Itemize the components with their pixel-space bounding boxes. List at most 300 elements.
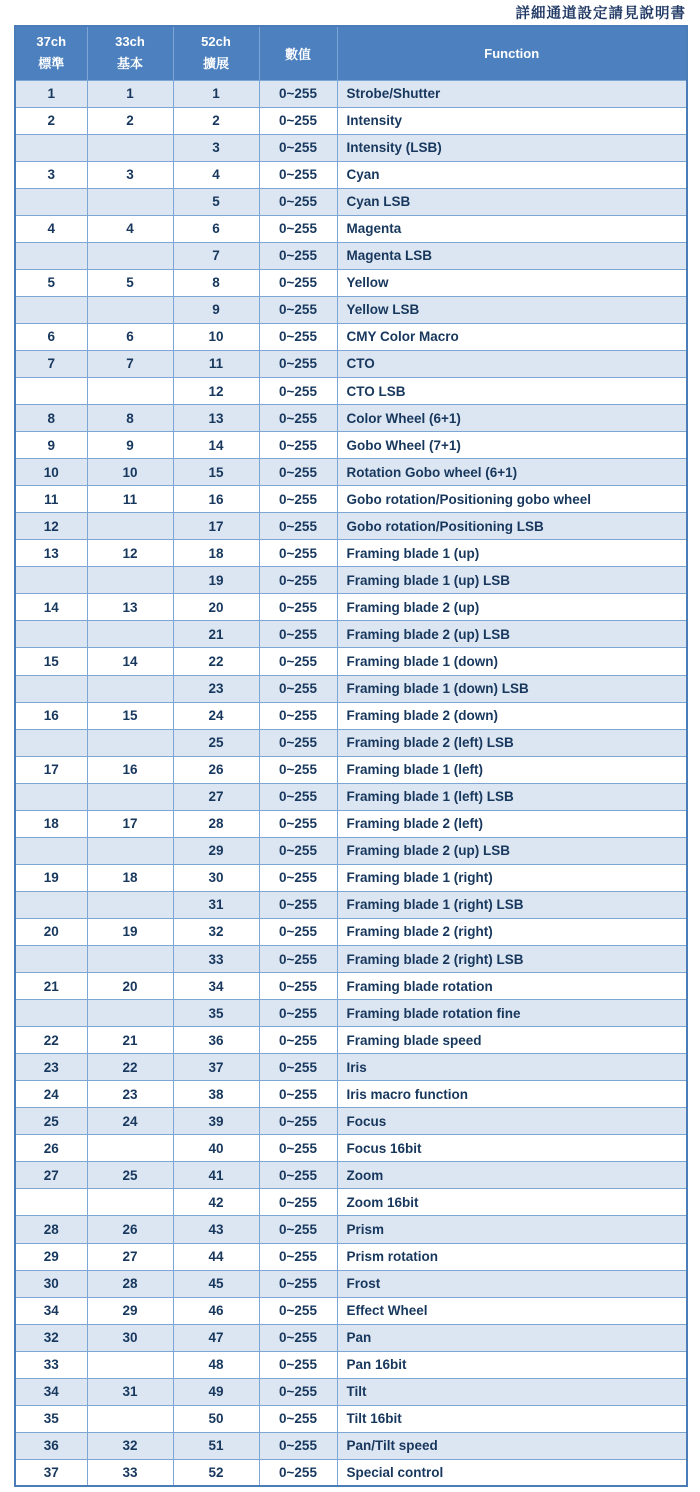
cell-function: Zoom 16bit bbox=[337, 1189, 687, 1216]
cell-function: Magenta LSB bbox=[337, 242, 687, 269]
cell-ch37: 10 bbox=[15, 459, 87, 486]
cell-ch37 bbox=[15, 946, 87, 973]
cell-function: Iris macro function bbox=[337, 1081, 687, 1108]
cell-ch52: 25 bbox=[173, 729, 259, 756]
cell-value: 0~255 bbox=[259, 1189, 337, 1216]
cell-ch52: 23 bbox=[173, 675, 259, 702]
table-row bbox=[15, 594, 687, 621]
cell-ch52: 30 bbox=[173, 864, 259, 891]
cell-function: Special control bbox=[337, 1459, 687, 1486]
cell-value: 0~255 bbox=[259, 1432, 337, 1459]
channel-table-body bbox=[15, 80, 687, 1486]
cell-ch37 bbox=[15, 242, 87, 269]
table-row bbox=[15, 756, 687, 783]
cell-ch33 bbox=[87, 242, 173, 269]
cell-value: 0~255 bbox=[259, 567, 337, 594]
cell-function: Framing blade 1 (right) bbox=[337, 864, 687, 891]
cell-ch37 bbox=[15, 296, 87, 323]
cell-ch33: 5 bbox=[87, 269, 173, 296]
cell-function: Framing blade 1 (left) bbox=[337, 756, 687, 783]
cell-value: 0~255 bbox=[259, 837, 337, 864]
cell-ch37: 13 bbox=[15, 540, 87, 567]
cell-ch37: 18 bbox=[15, 810, 87, 837]
cell-function: Framing blade 2 (left) LSB bbox=[337, 729, 687, 756]
cell-value: 0~255 bbox=[259, 242, 337, 269]
cell-ch52: 45 bbox=[173, 1270, 259, 1297]
cell-ch33 bbox=[87, 891, 173, 918]
table-row bbox=[15, 432, 687, 459]
cell-ch52: 10 bbox=[173, 323, 259, 350]
cell-ch52: 19 bbox=[173, 567, 259, 594]
cell-value: 0~255 bbox=[259, 1000, 337, 1027]
cell-ch33 bbox=[87, 621, 173, 648]
table-row bbox=[15, 1108, 687, 1135]
cell-ch52: 42 bbox=[173, 1189, 259, 1216]
cell-ch37: 7 bbox=[15, 350, 87, 377]
cell-ch37: 23 bbox=[15, 1054, 87, 1081]
cell-value: 0~255 bbox=[259, 1216, 337, 1243]
table-row bbox=[15, 215, 687, 242]
cell-ch37: 32 bbox=[15, 1324, 87, 1351]
cell-ch52: 46 bbox=[173, 1297, 259, 1324]
cell-function: Frost bbox=[337, 1270, 687, 1297]
cell-ch52: 16 bbox=[173, 486, 259, 513]
cell-ch37: 22 bbox=[15, 1027, 87, 1054]
cell-function: Tilt 16bit bbox=[337, 1405, 687, 1432]
header-37ch-line1: 37ch bbox=[36, 34, 67, 50]
header-33ch bbox=[87, 26, 173, 80]
table-row bbox=[15, 1162, 687, 1189]
table-row bbox=[15, 675, 687, 702]
cell-ch33: 25 bbox=[87, 1162, 173, 1189]
cell-ch37 bbox=[15, 134, 87, 161]
cell-ch52: 40 bbox=[173, 1135, 259, 1162]
cell-function: Framing blade 2 (left) bbox=[337, 810, 687, 837]
cell-ch52: 9 bbox=[173, 296, 259, 323]
cell-function: Color Wheel (6+1) bbox=[337, 405, 687, 432]
cell-ch37: 5 bbox=[15, 269, 87, 296]
table-row bbox=[15, 188, 687, 215]
table-row bbox=[15, 1054, 687, 1081]
cell-ch52: 26 bbox=[173, 756, 259, 783]
cell-ch52: 33 bbox=[173, 946, 259, 973]
cell-ch33 bbox=[87, 188, 173, 215]
cell-value: 0~255 bbox=[259, 107, 337, 134]
header-52ch-line2: 擴展 bbox=[202, 56, 229, 72]
table-row bbox=[15, 891, 687, 918]
cell-ch37: 27 bbox=[15, 1162, 87, 1189]
cell-ch37: 30 bbox=[15, 1270, 87, 1297]
cell-ch37 bbox=[15, 1189, 87, 1216]
cell-function: Framing blade 2 (right) bbox=[337, 918, 687, 945]
cell-ch37: 33 bbox=[15, 1351, 87, 1378]
cell-function: Focus bbox=[337, 1108, 687, 1135]
channel-table bbox=[14, 25, 688, 1487]
cell-value: 0~255 bbox=[259, 1081, 337, 1108]
cell-ch37 bbox=[15, 378, 87, 405]
cell-value: 0~255 bbox=[259, 1027, 337, 1054]
table-row bbox=[15, 864, 687, 891]
cell-ch52: 24 bbox=[173, 702, 259, 729]
cell-ch52: 39 bbox=[173, 1108, 259, 1135]
cell-value: 0~255 bbox=[259, 675, 337, 702]
cell-ch52: 44 bbox=[173, 1243, 259, 1270]
cell-function: Zoom bbox=[337, 1162, 687, 1189]
cell-function: Framing blade 2 (up) bbox=[337, 594, 687, 621]
cell-ch33 bbox=[87, 729, 173, 756]
cell-ch33 bbox=[87, 1135, 173, 1162]
cell-ch52: 11 bbox=[173, 350, 259, 377]
cell-ch37: 20 bbox=[15, 918, 87, 945]
cell-ch52: 7 bbox=[173, 242, 259, 269]
header-52ch-line1: 52ch bbox=[201, 34, 231, 50]
table-row bbox=[15, 405, 687, 432]
cell-ch52: 43 bbox=[173, 1216, 259, 1243]
cell-function: Rotation Gobo wheel (6+1) bbox=[337, 459, 687, 486]
cell-value: 0~255 bbox=[259, 350, 337, 377]
cell-ch52: 2 bbox=[173, 107, 259, 134]
cell-value: 0~255 bbox=[259, 702, 337, 729]
cell-ch37: 9 bbox=[15, 432, 87, 459]
cell-ch33 bbox=[87, 513, 173, 540]
cell-value: 0~255 bbox=[259, 864, 337, 891]
cell-function: Pan bbox=[337, 1324, 687, 1351]
cell-ch52: 28 bbox=[173, 810, 259, 837]
cell-value: 0~255 bbox=[259, 459, 337, 486]
cell-ch33 bbox=[87, 378, 173, 405]
cell-value: 0~255 bbox=[259, 80, 337, 107]
cell-value: 0~255 bbox=[259, 269, 337, 296]
table-row bbox=[15, 702, 687, 729]
cell-function: Effect Wheel bbox=[337, 1297, 687, 1324]
cell-ch37: 21 bbox=[15, 973, 87, 1000]
cell-ch37: 14 bbox=[15, 594, 87, 621]
table-row bbox=[15, 107, 687, 134]
cell-ch52: 47 bbox=[173, 1324, 259, 1351]
table-row bbox=[15, 134, 687, 161]
table-row bbox=[15, 1297, 687, 1324]
cell-ch52: 50 bbox=[173, 1405, 259, 1432]
cell-ch52: 36 bbox=[173, 1027, 259, 1054]
cell-ch33: 13 bbox=[87, 594, 173, 621]
cell-value: 0~255 bbox=[259, 1162, 337, 1189]
cell-function: Cyan bbox=[337, 161, 687, 188]
cell-value: 0~255 bbox=[259, 405, 337, 432]
cell-value: 0~255 bbox=[259, 918, 337, 945]
cell-function: Magenta bbox=[337, 215, 687, 242]
cell-value: 0~255 bbox=[259, 973, 337, 1000]
cell-value: 0~255 bbox=[259, 621, 337, 648]
cell-ch33: 32 bbox=[87, 1432, 173, 1459]
cell-value: 0~255 bbox=[259, 594, 337, 621]
cell-function: CTO LSB bbox=[337, 378, 687, 405]
cell-value: 0~255 bbox=[259, 891, 337, 918]
cell-ch33: 27 bbox=[87, 1243, 173, 1270]
cell-value: 0~255 bbox=[259, 1135, 337, 1162]
cell-function: Cyan LSB bbox=[337, 188, 687, 215]
table-row bbox=[15, 918, 687, 945]
cell-ch33: 33 bbox=[87, 1459, 173, 1486]
cell-value: 0~255 bbox=[259, 323, 337, 350]
table-row bbox=[15, 486, 687, 513]
table-row bbox=[15, 1378, 687, 1405]
cell-function: Prism rotation bbox=[337, 1243, 687, 1270]
cell-ch37 bbox=[15, 621, 87, 648]
table-row bbox=[15, 621, 687, 648]
header-52ch bbox=[173, 26, 259, 80]
cell-function: Tilt bbox=[337, 1378, 687, 1405]
cell-ch52: 22 bbox=[173, 648, 259, 675]
cell-function: Framing blade 1 (down) bbox=[337, 648, 687, 675]
cell-ch33: 9 bbox=[87, 432, 173, 459]
cell-ch33: 21 bbox=[87, 1027, 173, 1054]
table-row bbox=[15, 323, 687, 350]
cell-ch52: 51 bbox=[173, 1432, 259, 1459]
cell-ch37 bbox=[15, 783, 87, 810]
cell-value: 0~255 bbox=[259, 1297, 337, 1324]
cell-function: CTO bbox=[337, 350, 687, 377]
cell-ch52: 12 bbox=[173, 378, 259, 405]
cell-value: 0~255 bbox=[259, 296, 337, 323]
cell-function: Focus 16bit bbox=[337, 1135, 687, 1162]
table-row bbox=[15, 1405, 687, 1432]
cell-ch33: 2 bbox=[87, 107, 173, 134]
cell-ch52: 18 bbox=[173, 540, 259, 567]
cell-function: Pan/Tilt speed bbox=[337, 1432, 687, 1459]
header-33ch-line2: 基本 bbox=[116, 56, 143, 72]
header-37ch bbox=[15, 26, 87, 80]
cell-ch52: 31 bbox=[173, 891, 259, 918]
cell-ch33: 16 bbox=[87, 756, 173, 783]
cell-ch52: 38 bbox=[173, 1081, 259, 1108]
cell-ch37: 19 bbox=[15, 864, 87, 891]
cell-ch37 bbox=[15, 837, 87, 864]
header-33ch-line1: 33ch bbox=[115, 34, 145, 50]
cell-ch33: 6 bbox=[87, 323, 173, 350]
cell-function: Framing blade rotation bbox=[337, 973, 687, 1000]
cell-value: 0~255 bbox=[259, 432, 337, 459]
cell-value: 0~255 bbox=[259, 946, 337, 973]
cell-value: 0~255 bbox=[259, 648, 337, 675]
cell-ch33: 23 bbox=[87, 1081, 173, 1108]
cell-ch33 bbox=[87, 1000, 173, 1027]
table-row bbox=[15, 946, 687, 973]
cell-ch37: 17 bbox=[15, 756, 87, 783]
cell-ch33: 4 bbox=[87, 215, 173, 242]
cell-ch37: 34 bbox=[15, 1297, 87, 1324]
cell-ch33 bbox=[87, 837, 173, 864]
cell-function: Yellow bbox=[337, 269, 687, 296]
cell-ch33: 14 bbox=[87, 648, 173, 675]
cell-ch37: 28 bbox=[15, 1216, 87, 1243]
cell-function: Framing blade 2 (right) LSB bbox=[337, 946, 687, 973]
cell-value: 0~255 bbox=[259, 513, 337, 540]
cell-ch33: 30 bbox=[87, 1324, 173, 1351]
cell-function: Pan 16bit bbox=[337, 1351, 687, 1378]
table-row bbox=[15, 1351, 687, 1378]
cell-ch37: 2 bbox=[15, 107, 87, 134]
cell-ch37: 15 bbox=[15, 648, 87, 675]
cell-value: 0~255 bbox=[259, 1243, 337, 1270]
cell-ch37: 8 bbox=[15, 405, 87, 432]
header-value bbox=[259, 26, 337, 80]
cell-value: 0~255 bbox=[259, 1459, 337, 1486]
cell-ch33: 28 bbox=[87, 1270, 173, 1297]
cell-ch33: 22 bbox=[87, 1054, 173, 1081]
cell-function: Yellow LSB bbox=[337, 296, 687, 323]
cell-function: Framing blade 1 (up) bbox=[337, 540, 687, 567]
cell-ch52: 3 bbox=[173, 134, 259, 161]
cell-function: Framing blade 2 (up) LSB bbox=[337, 837, 687, 864]
cell-ch37: 3 bbox=[15, 161, 87, 188]
table-row bbox=[15, 783, 687, 810]
cell-ch37 bbox=[15, 891, 87, 918]
cell-ch33 bbox=[87, 296, 173, 323]
cell-value: 0~255 bbox=[259, 810, 337, 837]
table-row bbox=[15, 729, 687, 756]
cell-ch37 bbox=[15, 729, 87, 756]
table-row bbox=[15, 1027, 687, 1054]
cell-ch37 bbox=[15, 567, 87, 594]
cell-function: Framing blade 2 (down) bbox=[337, 702, 687, 729]
table-row bbox=[15, 973, 687, 1000]
table-row bbox=[15, 1081, 687, 1108]
cell-value: 0~255 bbox=[259, 1405, 337, 1432]
cell-function: Intensity bbox=[337, 107, 687, 134]
cell-ch37 bbox=[15, 188, 87, 215]
table-row bbox=[15, 810, 687, 837]
cell-ch37: 11 bbox=[15, 486, 87, 513]
cell-ch52: 32 bbox=[173, 918, 259, 945]
cell-ch33: 7 bbox=[87, 350, 173, 377]
cell-ch52: 49 bbox=[173, 1378, 259, 1405]
cell-ch52: 27 bbox=[173, 783, 259, 810]
table-row bbox=[15, 296, 687, 323]
cell-ch37: 6 bbox=[15, 323, 87, 350]
cell-ch33: 1 bbox=[87, 80, 173, 107]
header-function-label: Function bbox=[484, 45, 540, 61]
table-row bbox=[15, 161, 687, 188]
cell-ch33: 3 bbox=[87, 161, 173, 188]
cell-ch33: 10 bbox=[87, 459, 173, 486]
cell-ch37: 37 bbox=[15, 1459, 87, 1486]
cell-ch52: 8 bbox=[173, 269, 259, 296]
cell-ch52: 5 bbox=[173, 188, 259, 215]
header-37ch-line2: 標準 bbox=[38, 56, 65, 72]
cell-value: 0~255 bbox=[259, 215, 337, 242]
cell-ch52: 41 bbox=[173, 1162, 259, 1189]
cell-ch33: 31 bbox=[87, 1378, 173, 1405]
cell-ch33 bbox=[87, 1189, 173, 1216]
cell-ch33 bbox=[87, 1351, 173, 1378]
table-row bbox=[15, 648, 687, 675]
cell-value: 0~255 bbox=[259, 1054, 337, 1081]
cell-value: 0~255 bbox=[259, 756, 337, 783]
cell-ch52: 1 bbox=[173, 80, 259, 107]
cell-ch33: 29 bbox=[87, 1297, 173, 1324]
cell-function: Framing blade 2 (up) LSB bbox=[337, 621, 687, 648]
table-row bbox=[15, 1000, 687, 1027]
cell-ch52: 34 bbox=[173, 973, 259, 1000]
cell-value: 0~255 bbox=[259, 1270, 337, 1297]
cell-value: 0~255 bbox=[259, 1351, 337, 1378]
table-row bbox=[15, 1324, 687, 1351]
cell-function: Framing blade 1 (down) LSB bbox=[337, 675, 687, 702]
cell-ch37: 16 bbox=[15, 702, 87, 729]
page-title: 詳細通道設定請見說明書 bbox=[515, 6, 686, 22]
cell-function: Framing blade 1 (up) LSB bbox=[337, 567, 687, 594]
cell-ch52: 6 bbox=[173, 215, 259, 242]
cell-value: 0~255 bbox=[259, 1108, 337, 1135]
cell-ch33: 20 bbox=[87, 973, 173, 1000]
cell-ch37: 4 bbox=[15, 215, 87, 242]
cell-ch33 bbox=[87, 567, 173, 594]
cell-ch33: 12 bbox=[87, 540, 173, 567]
table-row bbox=[15, 242, 687, 269]
cell-function: Framing blade 1 (left) LSB bbox=[337, 783, 687, 810]
cell-function: Framing blade rotation fine bbox=[337, 1000, 687, 1027]
cell-ch52: 20 bbox=[173, 594, 259, 621]
cell-ch52: 52 bbox=[173, 1459, 259, 1486]
cell-ch33: 19 bbox=[87, 918, 173, 945]
cell-ch33: 11 bbox=[87, 486, 173, 513]
cell-ch37: 36 bbox=[15, 1432, 87, 1459]
cell-value: 0~255 bbox=[259, 188, 337, 215]
table-row bbox=[15, 1189, 687, 1216]
cell-function: Iris bbox=[337, 1054, 687, 1081]
table-row bbox=[15, 269, 687, 296]
cell-function: Gobo Wheel (7+1) bbox=[337, 432, 687, 459]
cell-value: 0~255 bbox=[259, 540, 337, 567]
cell-ch33: 8 bbox=[87, 405, 173, 432]
cell-ch52: 15 bbox=[173, 459, 259, 486]
cell-ch33: 18 bbox=[87, 864, 173, 891]
cell-ch33 bbox=[87, 134, 173, 161]
table-row bbox=[15, 837, 687, 864]
cell-function: Gobo rotation/Positioning LSB bbox=[337, 513, 687, 540]
table-row bbox=[15, 378, 687, 405]
cell-ch37: 26 bbox=[15, 1135, 87, 1162]
cell-ch52: 13 bbox=[173, 405, 259, 432]
cell-value: 0~255 bbox=[259, 729, 337, 756]
cell-ch33: 26 bbox=[87, 1216, 173, 1243]
table-row bbox=[15, 567, 687, 594]
cell-function: CMY Color Macro bbox=[337, 323, 687, 350]
table-row bbox=[15, 1243, 687, 1270]
cell-function: Framing blade 1 (right) LSB bbox=[337, 891, 687, 918]
cell-ch37: 25 bbox=[15, 1108, 87, 1135]
table-row bbox=[15, 1135, 687, 1162]
table-row bbox=[15, 1459, 687, 1486]
cell-ch37: 12 bbox=[15, 513, 87, 540]
cell-function: Strobe/Shutter bbox=[337, 80, 687, 107]
cell-value: 0~255 bbox=[259, 783, 337, 810]
cell-ch37: 24 bbox=[15, 1081, 87, 1108]
cell-ch37 bbox=[15, 1000, 87, 1027]
cell-value: 0~255 bbox=[259, 486, 337, 513]
cell-ch33: 17 bbox=[87, 810, 173, 837]
cell-ch37 bbox=[15, 675, 87, 702]
table-row bbox=[15, 80, 687, 107]
table-row bbox=[15, 350, 687, 377]
cell-function: Intensity (LSB) bbox=[337, 134, 687, 161]
cell-value: 0~255 bbox=[259, 134, 337, 161]
cell-value: 0~255 bbox=[259, 161, 337, 188]
table-row bbox=[15, 513, 687, 540]
table-row bbox=[15, 1216, 687, 1243]
cell-ch52: 37 bbox=[173, 1054, 259, 1081]
cell-ch52: 21 bbox=[173, 621, 259, 648]
